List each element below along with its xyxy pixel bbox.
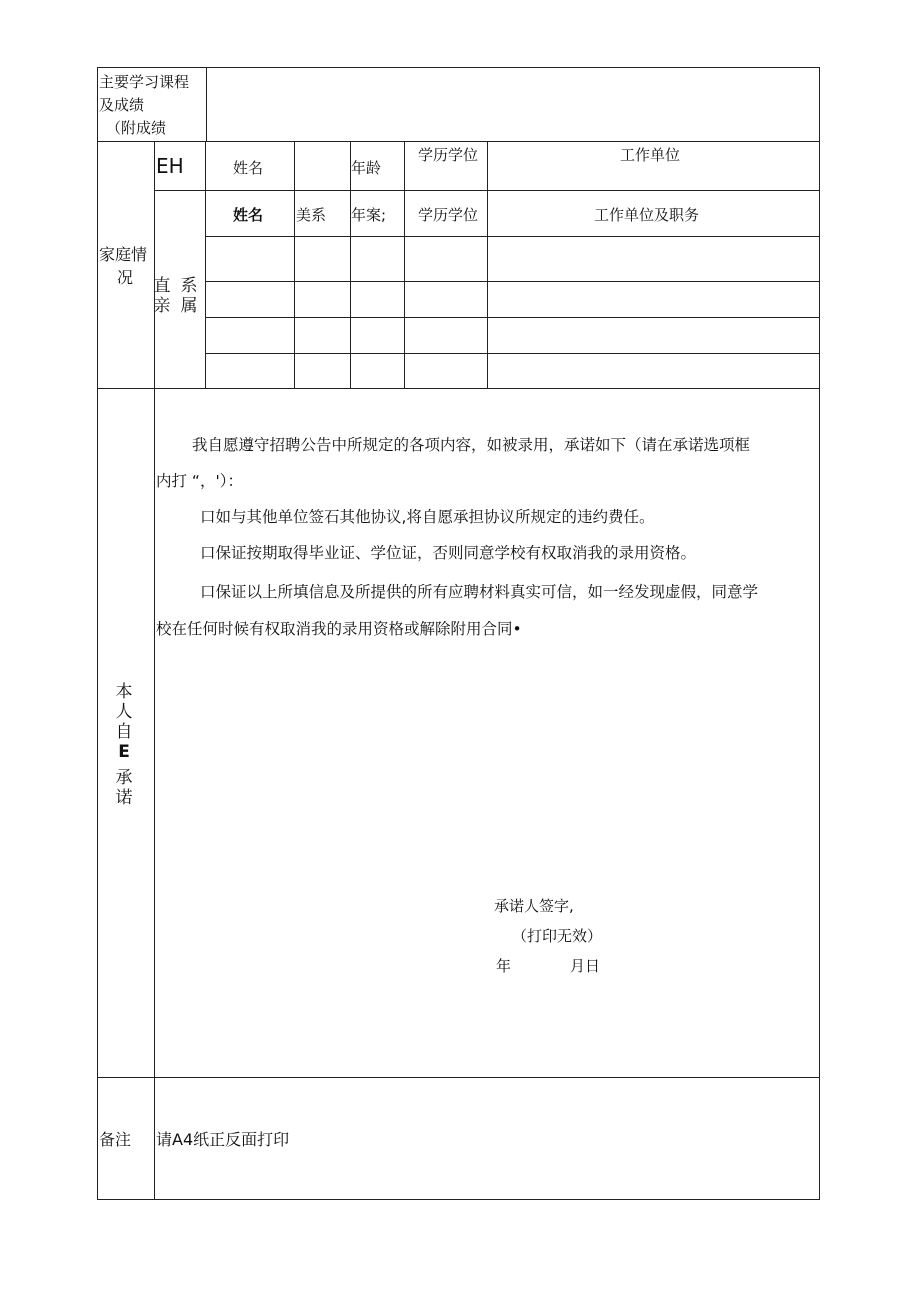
pledge-item-text: 保证按期取得毕业证、学位证，否则同意学校有权取消我的录用资格。 <box>215 544 697 562</box>
pledge-divider <box>154 388 155 1200</box>
relatives-label-col1 <box>150 276 174 316</box>
relatives-row <box>206 282 819 317</box>
relatives-header-age: 年案; <box>351 206 387 224</box>
pledge-label-char: 本 <box>115 682 133 702</box>
checkbox-icon[interactable]: 口 <box>200 544 216 562</box>
spouse-label: EH <box>156 154 184 178</box>
pledge-label-char: 人 <box>115 702 133 722</box>
remarks-label: 备注 <box>99 1130 132 1149</box>
spouse-row-bottom <box>154 190 820 191</box>
pledge-label-char: E <box>118 742 130 762</box>
print-invalid-note: （打印无效） <box>512 927 603 945</box>
pledge-item-3-continuation: 校在任何时候有权取消我的录用资格或解除附用合同• <box>156 620 522 638</box>
relatives-header-name: 姓名 <box>233 206 264 224</box>
courses-divider <box>206 67 207 142</box>
spouse-header-name: 姓名 <box>233 159 264 177</box>
relatives-label-char: 属 <box>180 296 198 316</box>
courses-content-cell[interactable] <box>208 69 818 140</box>
relatives-row <box>206 354 819 388</box>
pledge-intro-line1: 我自愿遵守招聘公告中所规定的各项内容，如被录用，承诺如下（请在承诺选项框 <box>192 436 751 454</box>
pledge-label-char: 承 <box>115 768 133 788</box>
pledge-label-char: 自 <box>115 722 133 742</box>
relatives-label-col2 <box>177 276 201 316</box>
relatives-header-relation: 美系 <box>296 206 327 224</box>
remarks-text: 请A4纸正反面打印 <box>156 1130 290 1149</box>
checkbox-icon[interactable]: 口 <box>200 508 216 526</box>
date-year: 年 <box>496 957 512 975</box>
pledge-label-char: 诺 <box>115 788 133 808</box>
border-left <box>97 67 98 1200</box>
signature-field[interactable] <box>590 893 790 917</box>
family-label-line2: 况 <box>117 268 134 287</box>
checkbox-icon[interactable]: 口 <box>200 583 216 601</box>
pledge-label <box>112 682 136 808</box>
relatives-row <box>206 237 819 281</box>
spouse-header-age: 年龄 <box>351 159 382 177</box>
relatives-label-char: 亲 <box>153 296 171 316</box>
pledge-item-text: 保证以上所填信息及所提供的所有应聘材料真实可信，如一经发现虚假，同意学 <box>215 583 759 601</box>
pledge-bottom-line <box>97 1077 820 1078</box>
signature-label: 承诺人签字, <box>494 897 574 915</box>
family-label-divider <box>154 141 155 389</box>
spouse-header-education: 学历学位 <box>418 146 479 164</box>
pledge-item-1 <box>200 499 654 535</box>
courses-label-line1: 主要学习课程 <box>99 73 190 91</box>
relatives-row <box>206 318 819 353</box>
spouse-header-employer: 工作单位 <box>620 146 681 164</box>
date-month-day: 月日 <box>570 957 601 975</box>
courses-label-line3: （附成绩 <box>106 119 167 137</box>
courses-label-line2: 及成绩 <box>99 96 145 114</box>
relatives-header-employer: 工作单位及职务 <box>594 206 700 224</box>
relatives-header-education: 学历学位 <box>418 206 479 224</box>
family-bottom-line <box>97 388 820 389</box>
family-label-line1: 家庭情 <box>99 245 148 264</box>
pledge-intro-line2: 内打 “，'）： <box>156 472 243 490</box>
spouse-label-divider <box>205 141 206 191</box>
border-bottom <box>97 1199 820 1200</box>
pledge-item-text: 如与其他单位签石其他协议,将自愿承担协议所规定的违约费任。 <box>215 508 655 526</box>
pledge-item-3 <box>200 574 758 610</box>
pledge-item-2 <box>200 535 696 571</box>
relatives-label-char: 系 <box>180 276 198 296</box>
relatives-label-char: 直 <box>153 276 171 296</box>
